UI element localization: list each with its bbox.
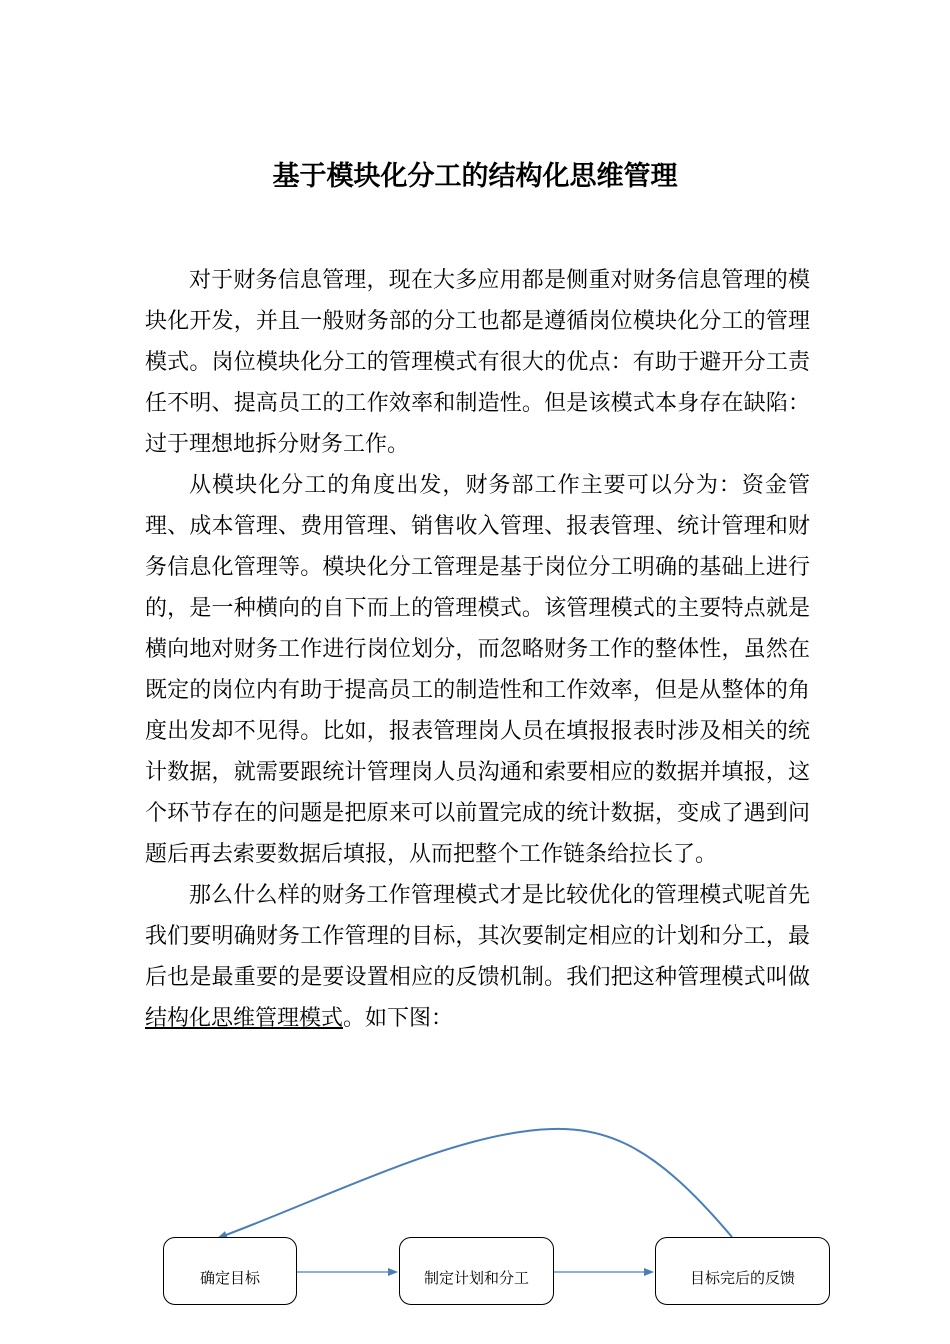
flow-box-set-goal <box>163 1237 297 1305</box>
flow-box-label: 目标完后的反馈 <box>689 1268 795 1287</box>
paragraph-1: 对于财务信息管理，现在大多应用都是侧重对财务信息管理的模块化开发，并且一般财务部的分工也都是遵循岗位模块化分工的管理模式。岗位模块化分工的管理模式有很大的优点：有助于避开分工责任不明、提高员工的工作效率和制造性。但是该模式本身存在缺陷：过于理想地拆分财务工作。 <box>145 268 810 457</box>
paragraph-3-text-after: 。如下图： <box>343 1006 454 1031</box>
flow-box-plan-and-divide <box>399 1237 554 1305</box>
paragraph-3-text-before: 那么什么样的财务工作管理模式才是比较优化的管理模式呢首先我们要明确财务工作管理的目标，其次要制定相应的计划和分工，最后也是最重要的是要设置相应的反馈机制。我们把这种管理模式叫做 <box>145 883 810 990</box>
feedback-curve-arrow <box>218 1129 732 1238</box>
paragraph-3 <box>145 875 810 1039</box>
underlined-term: 结构化思维管理模式 <box>145 1006 344 1031</box>
flow-diagram <box>0 1110 950 1344</box>
paragraph-2: 从模块化分工的角度出发，财务部工作主要可以分为：资金管理、成本管理、费用管理、销售收入管理、报表管理、统计管理和财务信息化管理等。模块化分工管理是基于岗位分工明确的基础上进行的，是一种横向的自下而上的管理模式。该管理模式的主要特点就是横向地对财务工作进行岗位划分，而忽略财务工作的整体性，虽然在既定的岗位内有助于提高员工的制造性和工作效率，但是从整体的角度出发却不见得。比如，报表管理岗人员在填报报表时涉及相关的统计数据，就需要跟统计管理岗人员沟通和索要相应的数据并填报，这个环节存在的问题是把原来可以前置完成的统计数据，变成了遇到问题后再去索要数据后填报，从而把整个工作链条给拉长了。 <box>145 473 810 867</box>
flow-box-feedback <box>655 1237 830 1305</box>
flow-box-label: 确定目标 <box>199 1268 260 1287</box>
document-body <box>145 260 810 1039</box>
page-title: 基于模块化分工的结构化思维管理 <box>272 161 678 192</box>
flow-connectors <box>0 1110 950 1344</box>
flow-box-label: 制定计划和分工 <box>423 1268 529 1287</box>
